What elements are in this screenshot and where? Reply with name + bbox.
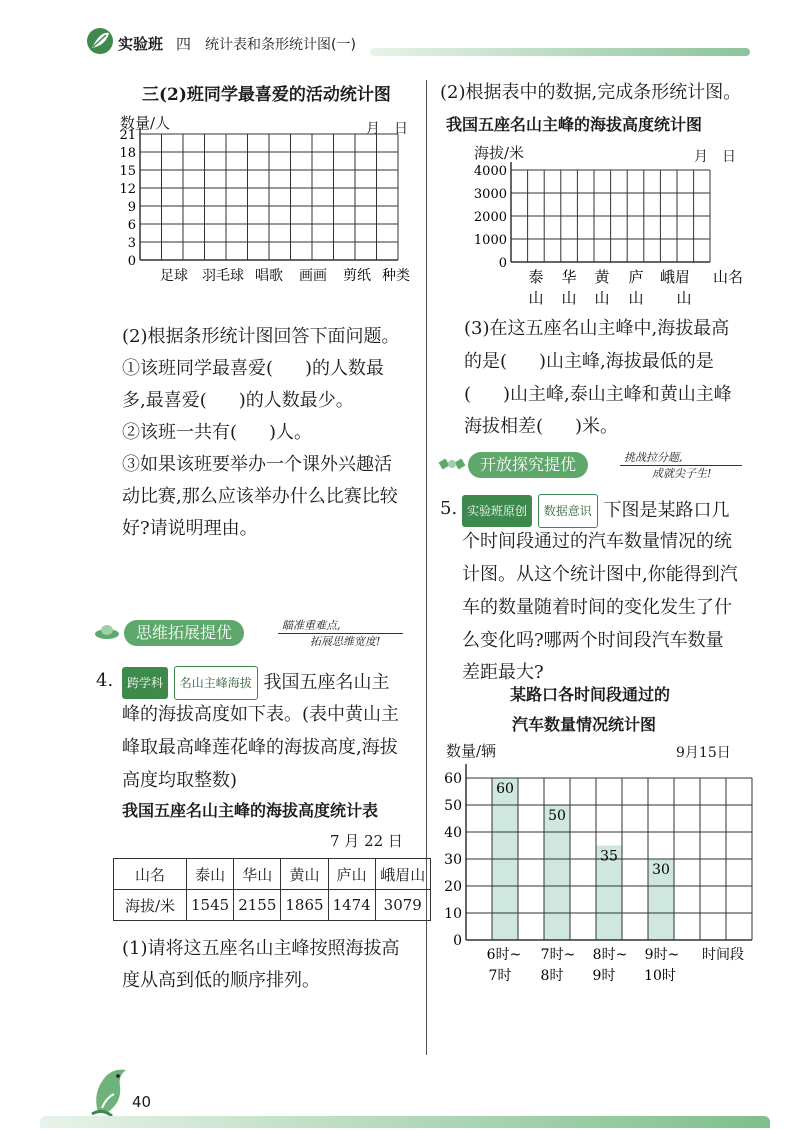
q2-2-text-b: )人。 (269, 422, 313, 443)
chart2-ytick: 4000 (473, 164, 507, 179)
q4-text-line2: 峰的海拔高度如下表。(表中黄山主 (122, 704, 400, 725)
chart2-xcat: 泰 (528, 268, 544, 286)
footer-rule (40, 1116, 770, 1128)
header-rule (370, 48, 750, 56)
chart1-ytick: 21 (119, 128, 136, 143)
chart2-xcat: 山 (628, 289, 644, 307)
table-cell: 1474 (328, 890, 375, 921)
q2-2-text-a: ②该班一共有( (122, 422, 238, 443)
chart3-title-line1: 某路口各时间段通过的 (510, 685, 671, 704)
chart1-ytick: 15 (119, 164, 136, 179)
table-header-cell: 山名 (114, 859, 187, 890)
table-header-cell: 峨眉山 (375, 859, 430, 890)
chart2-xcats (528, 268, 743, 307)
chart1-ytick: 12 (119, 182, 136, 197)
chart3-data-label: 35 (600, 848, 618, 865)
chart1-ytick: 9 (127, 200, 136, 215)
q4-3-line3 (464, 380, 732, 410)
chart2-ytick: 3000 (473, 187, 507, 202)
section-note-2: 成就尖子生! (652, 467, 712, 480)
q5-header-line (462, 494, 730, 528)
q4-table-title: 我国五座名山主峰的海拔高度统计表 (122, 801, 379, 820)
chart3-ytick: 60 (444, 771, 462, 787)
table-cell: 1545 (187, 890, 234, 921)
q4-number: 4. (96, 670, 114, 691)
table-cell: 2155 (234, 890, 281, 921)
chart3-svg (440, 760, 760, 990)
q4-text-line3: 峰取最高峰莲花峰的海拔高度,海拔 (122, 737, 398, 758)
table-header-cell: 庐山 (328, 859, 375, 890)
q4-1-line2: 度从高到低的顺序排列。 (122, 970, 320, 991)
chart3-bar (544, 805, 570, 940)
q4-text-line1: 我国五座名山主 (263, 672, 390, 693)
table-header-cell: 华山 (234, 859, 281, 890)
chart1-svg (110, 128, 420, 288)
q4-3-text: )山主峰,泰山主峰和黄山主峰 (503, 384, 732, 405)
chart1-grid (140, 128, 398, 260)
chart1-xcats (160, 267, 410, 284)
dolphin-mascot-icon (88, 1062, 134, 1118)
q4-3-text: 的是( (464, 351, 508, 372)
section-note-2: 拓展思维宽度! (310, 635, 381, 648)
chart3-ytick: 20 (444, 879, 462, 895)
chart1-xcat: 羽毛球 (202, 268, 244, 284)
section-note-rule (620, 465, 742, 466)
chart1-ytick: 6 (127, 218, 136, 233)
chart3-xcat: 8时 (540, 968, 564, 984)
q5-badge-original: 实验班原创 (462, 495, 532, 527)
chart3-data-label: 60 (496, 781, 514, 797)
chart3-xcat: 9时 (592, 968, 616, 984)
q2-2-line (122, 418, 312, 448)
q4-3-line2 (464, 347, 714, 377)
q5-text-line3: 计图。从这个统计图中,你能得到汽 (462, 564, 738, 585)
q5-number: 5. (440, 498, 458, 519)
q4-3-text: )米。 (575, 416, 619, 437)
section-banner-open: 开放探究提优 (468, 452, 588, 478)
chart1-xcat: 剪纸 (343, 268, 371, 284)
section-note-1: 挑战拉分题, (624, 451, 683, 464)
chart3-xcat: 8时~ (592, 947, 628, 963)
q4-3-text: 海拔相差( (464, 416, 544, 437)
q4-text-line4: 高度均取整数) (122, 770, 238, 791)
chart3-yticks (444, 771, 462, 949)
chart2-ylabel: 海拔/米 (474, 144, 525, 162)
ufo-icon (94, 620, 120, 642)
q4-3-line1: (3)在这五座名山主峰中,海拔最高 (464, 318, 730, 339)
chart2-grid (511, 162, 710, 262)
chart1-xcat: 画画 (299, 268, 327, 284)
chart1-title: 三(2)班同学最喜爱的活动统计图 (142, 85, 391, 105)
chart3-xcat: 6时~ (486, 947, 522, 963)
q2-1-line1 (122, 354, 384, 384)
chart3-data-label: 50 (548, 808, 566, 824)
chart2-xcat: 山 (594, 289, 610, 307)
chart2-xcat: 山 (561, 289, 577, 307)
leaf-logo-icon (86, 27, 114, 55)
chart1-ylabel: 数量/人 (120, 114, 171, 132)
chart3-ytick: 30 (444, 852, 462, 868)
q4-2-title: (2)根据表中的数据,完成条形统计图。 (440, 82, 742, 103)
chart1-date: 月 日 (366, 121, 408, 137)
q4-header-line (122, 666, 390, 700)
q4-table-date: 7 月 22 日 (330, 832, 403, 850)
chart3-xcat: 7时~ (540, 947, 576, 963)
chart2-ytick: 1000 (473, 233, 507, 248)
q2-1-text-a: ①该班同学最喜爱( (122, 358, 274, 379)
chart3-xcat: 7时 (488, 968, 512, 984)
page-number: 40 (132, 1093, 152, 1111)
table-row (114, 890, 431, 921)
q5-text-line1: 下图是某路口几 (603, 500, 730, 521)
q2-1-line2 (122, 386, 354, 416)
header-brand: 实验班 (118, 35, 164, 53)
chart2-xcat: 山 (676, 289, 692, 307)
section-note-1: 瞄准重难点, (282, 619, 341, 632)
chart2-title: 我国五座名山主峰的海拔高度统计图 (446, 115, 703, 134)
q4-1-line1: (1)请将这五座名山主峰按照海拔高 (122, 938, 400, 959)
chart2-ytick: 0 (498, 256, 507, 271)
table-header-cell: 黄山 (281, 859, 328, 890)
chart1-xlabel: 种类 (382, 268, 410, 284)
table-row-label: 海拔/米 (114, 890, 187, 921)
q5-text-line6: 差距最大? (462, 662, 544, 683)
chart2-xcat: 峨眉 (659, 268, 691, 286)
chart3-xcats (487, 947, 744, 984)
table-cell: 3079 (375, 890, 430, 921)
q5-text-line2: 个时间段通过的汽车数量情况的统 (462, 531, 732, 552)
chart1-ytick: 0 (127, 254, 136, 269)
chart1-xcat: 唱歌 (255, 268, 283, 284)
table-cell: 1865 (281, 890, 328, 921)
q2-3-line3: 好?请说明理由。 (122, 518, 258, 539)
chart1-yticks (119, 128, 136, 269)
q4-3-text: ( (464, 384, 472, 405)
chart3-ytick: 10 (444, 906, 462, 922)
q4-table (113, 858, 431, 921)
chart2-xcat: 庐 (628, 268, 644, 286)
header-chapter-no: 四 (176, 35, 192, 53)
q2-1-text-d: )的人数最少。 (238, 390, 354, 411)
chart3-date: 9月15日 (676, 745, 731, 761)
chart2-ytick: 2000 (473, 210, 507, 225)
section-note-rule (278, 633, 403, 634)
section-banner-thinking: 思维拓展提优 (124, 620, 244, 646)
chart3-data-labels (496, 781, 670, 878)
q2-title: (2)根据条形统计图回答下面问题。 (122, 326, 400, 347)
q5-text-line5: 么变化吗?哪两个时间段汽车数量 (462, 630, 724, 651)
q5-text-line4: 车的数量随着时间的变化发生了什 (462, 597, 732, 618)
q4-3-text: )山主峰,海拔最低的是 (539, 351, 714, 372)
q4-3-line4 (464, 412, 618, 442)
chart3-xcat: 9时~ (644, 947, 680, 963)
chart2-xcat: 华 (561, 268, 577, 286)
q4-badge-topic: 名山主峰海拔 (174, 666, 258, 700)
chart2-xcat: 山 (528, 289, 544, 307)
q2-1-text-b: )的人数最 (305, 358, 385, 379)
chart3-xcat: 10时 (644, 968, 676, 984)
q2-3-line1: ③如果该班要举办一个课外兴趣活 (122, 454, 392, 475)
chart1-ytick: 18 (119, 146, 136, 161)
satellite-icon (438, 452, 466, 476)
chart3-xlabel: 时间段 (702, 947, 744, 963)
chart1-xcat: 足球 (160, 268, 188, 284)
chart2-yticks (474, 164, 507, 271)
chart3-ytick: 40 (444, 825, 462, 841)
q4-badge-subject: 跨学科 (122, 667, 168, 699)
chart2-date: 月 日 (694, 149, 736, 165)
chart3-ytick: 0 (453, 933, 462, 949)
chart1-ytick: 3 (127, 236, 136, 251)
header (0, 0, 800, 70)
chart2-svg (460, 158, 760, 308)
chart2-xlabel: 山名 (712, 268, 744, 286)
table-header-cell: 泰山 (187, 859, 234, 890)
table-row (114, 859, 431, 890)
header-chapter-title: 统计表和条形统计图(一) (205, 37, 356, 53)
chart3-data-label: 30 (652, 862, 670, 878)
chart2-xcat: 黄 (594, 268, 610, 286)
chart3-ylabel: 数量/辆 (446, 742, 497, 760)
chart3-title-line2: 汽车数量情况统计图 (512, 715, 657, 734)
q2-3-line2: 动比赛,那么应该举办什么比赛比较 (122, 486, 398, 507)
q5-badge-data: 数据意识 (538, 494, 598, 528)
q2-1-text-c: 多,最喜爱( (122, 390, 207, 411)
chart3-ytick: 50 (444, 798, 462, 814)
